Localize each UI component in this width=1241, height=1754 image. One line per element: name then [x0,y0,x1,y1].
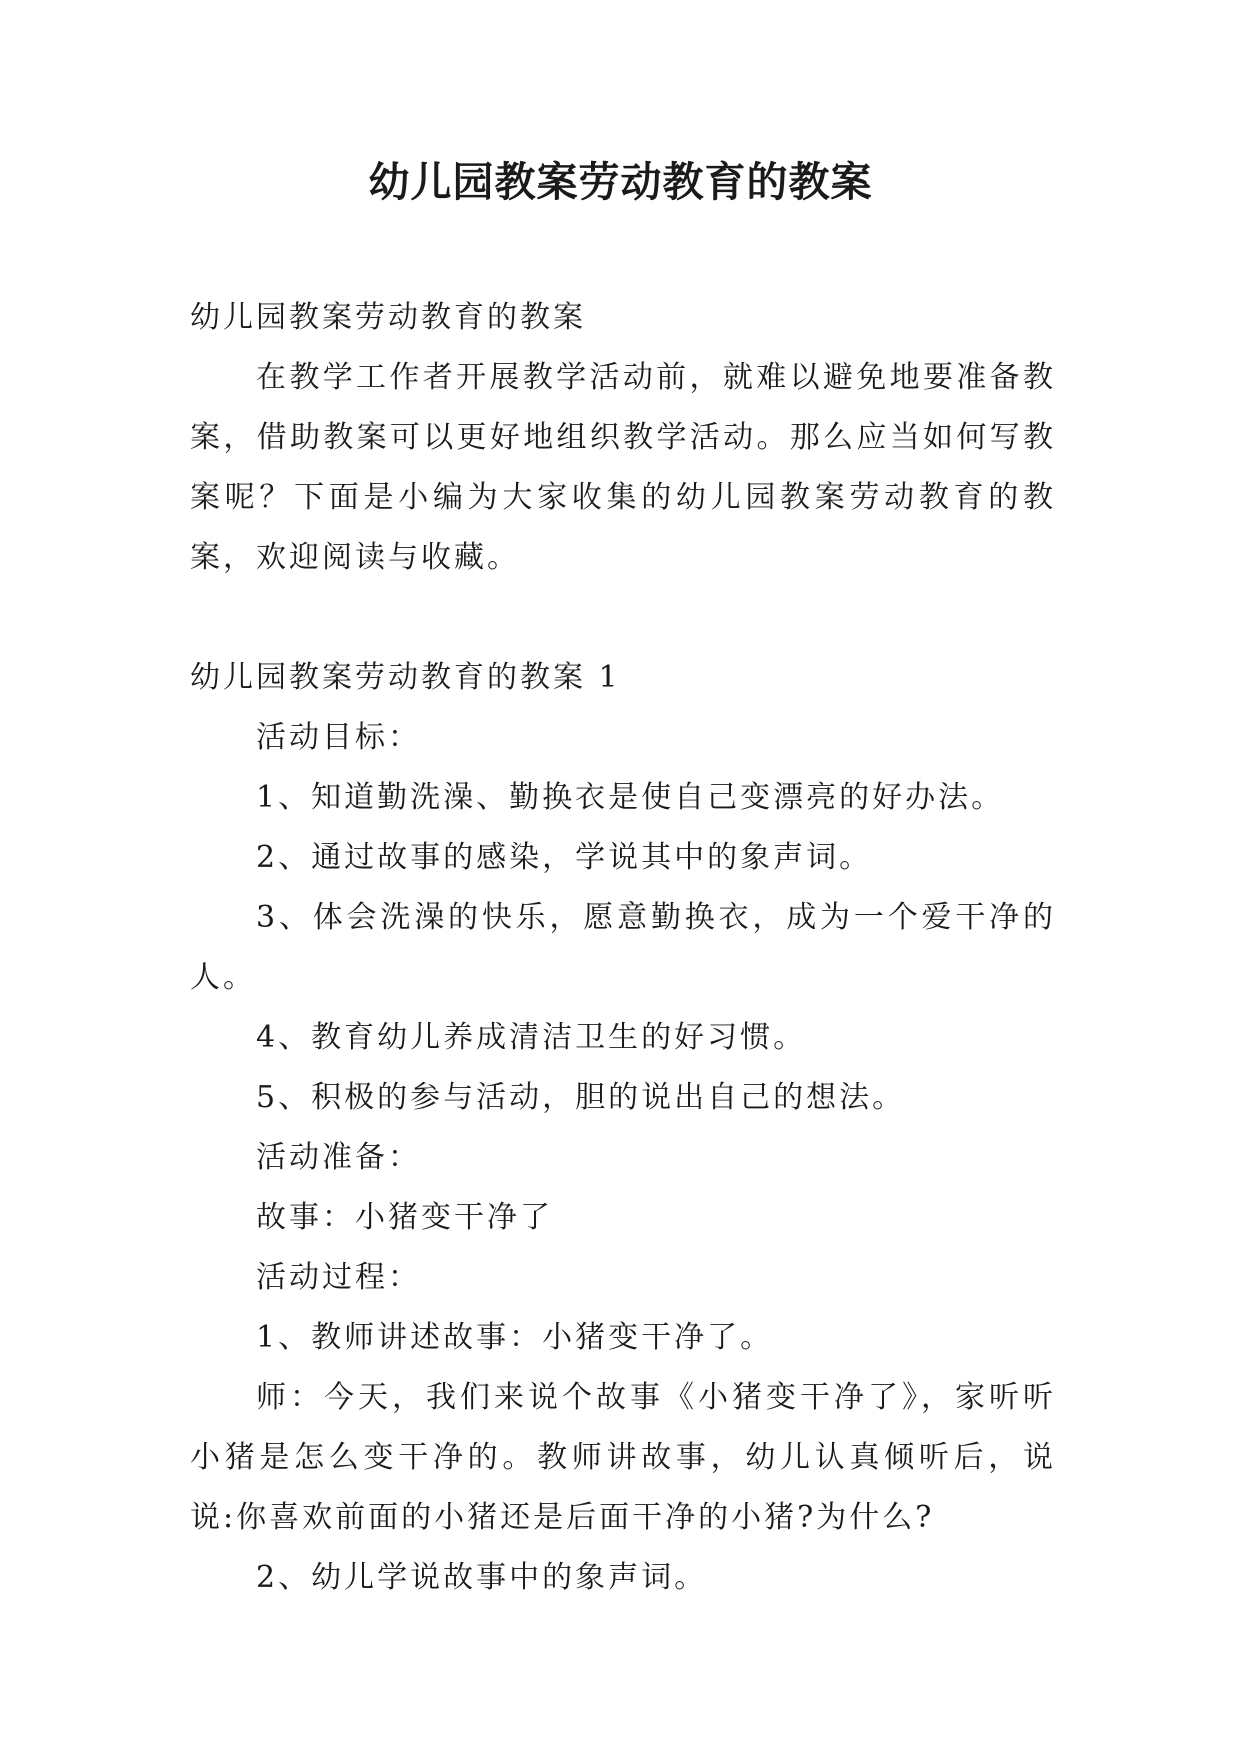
section-heading: 幼儿园教案劳动教育的教案 1 [190,660,621,695]
document-title: 幼儿园教案劳动教育的教案 [368,158,873,206]
intro-paragraph: 在教学工作者开展教学活动前，就难以避免地要准备教案，借助教案可以更好地组织教学活动。那么应当如何写教案呢？下面是小编为大家收集的幼儿园教案劳动教育的教案，欢迎阅读与收藏。 [190,360,1056,575]
goal-item: 4、教育幼儿养成清洁卫生的好习惯。 [256,1020,807,1055]
process-step: 1、教师讲述故事：小猪变干净了。 [256,1320,774,1355]
teacher-speech-paragraph: 师：今天，我们来说个故事《小猪变干净了》，家听听小猪是怎么变干净的。教师讲故事，幼儿认真倾听后，说说:你喜欢前面的小猪还是后面干净的小猪?为什么? [190,1380,1056,1535]
process-step: 2、幼儿学说故事中的象声词。 [256,1560,708,1595]
goal-item: 5、积极的参与活动，胆的说出自己的想法。 [256,1080,906,1115]
document-body [190,288,1056,1608]
process-heading: 活动过程： [256,1260,421,1295]
goals-heading: 活动目标： [256,720,421,755]
prep-item: 故事：小猪变干净了 [256,1200,553,1235]
document-subtitle: 幼儿园教案劳动教育的教案 [190,300,586,335]
goal-item: 2、通过故事的感染，学说其中的象声词。 [256,840,873,875]
section-spacer [190,588,1056,648]
prep-heading: 活动准备： [256,1140,421,1175]
goal-item: 3、体会洗澡的快乐，愿意勤换衣，成为一个爱干净的人。 [190,900,1056,995]
goal-item: 1、知道勤洗澡、勤换衣是使自己变漂亮的好办法。 [256,780,1005,815]
